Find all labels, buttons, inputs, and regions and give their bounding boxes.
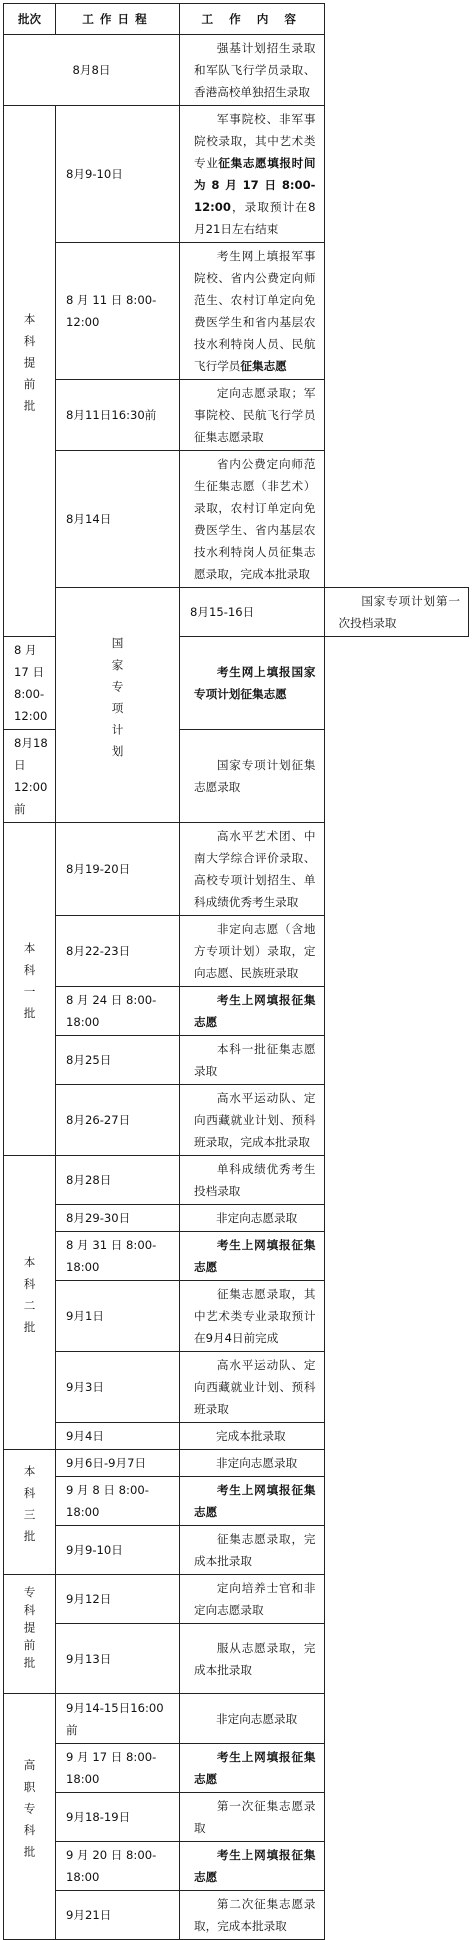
content-cell bbox=[180, 1891, 325, 1940]
content-cell bbox=[324, 588, 469, 637]
batch-cell bbox=[4, 1575, 56, 1694]
batch-cell bbox=[4, 1694, 56, 1940]
content-cell bbox=[180, 730, 325, 823]
table-row bbox=[4, 1744, 469, 1793]
date-cell: 8 月 24 日 8:00-18:00 bbox=[56, 987, 180, 1036]
content-cell bbox=[180, 1526, 325, 1575]
table-row bbox=[4, 588, 469, 637]
batch-label: 国家专项计划 bbox=[110, 636, 125, 767]
table-row bbox=[4, 1891, 469, 1940]
content-text: 本科一批征集志愿录取 bbox=[194, 1042, 316, 1078]
content-text: 第一次征集志愿录取 bbox=[194, 1799, 316, 1835]
content-text: 考生上网填报征集志愿 bbox=[194, 1750, 316, 1786]
table-row bbox=[4, 1205, 469, 1232]
table-row bbox=[4, 451, 469, 588]
content-cell bbox=[180, 1352, 325, 1423]
content-text: 高水平运动队、定向西藏就业计划、预科班录取，完成本批录取 bbox=[194, 1091, 316, 1149]
content-text: 强基计划招生录取和军队飞行学员录取、香港高校单独招生录取 bbox=[194, 41, 316, 99]
content-text: 考生网上填报军事院校、省内公费定向师范生、农村订单定向免费医学生和省内基层农技水利特岗人员、民航飞行学员 bbox=[194, 249, 316, 373]
date-cell: 8 月 11 日 8:00-12:00 bbox=[56, 243, 180, 380]
batch-label: 专科提前批 bbox=[22, 1586, 37, 1675]
content-cell bbox=[180, 823, 325, 916]
date-cell: 9月4日 bbox=[56, 1423, 180, 1450]
content-cell bbox=[180, 987, 325, 1036]
table-header-row bbox=[4, 4, 469, 35]
table-row bbox=[4, 1450, 469, 1477]
table-row bbox=[4, 1477, 469, 1526]
content-cell bbox=[180, 637, 325, 730]
date-cell: 8月14日 bbox=[56, 451, 180, 588]
batch-label: 本科三批 bbox=[22, 1465, 37, 1552]
table-row bbox=[4, 916, 469, 987]
table-row bbox=[4, 1624, 469, 1694]
date-cell: 8月22-23日 bbox=[56, 916, 180, 987]
content-bold-text: 征集志愿填报时间为8月17日8:00-12:00 bbox=[194, 156, 316, 214]
content-text: 第二次征集志愿录取，完成本批录取 bbox=[194, 1897, 316, 1933]
table-row bbox=[4, 1036, 469, 1085]
date-cell: 9月14-15日16:00前 bbox=[56, 1694, 180, 1744]
date-cell: 8月26-27日 bbox=[56, 1085, 180, 1156]
table-row bbox=[4, 1694, 469, 1744]
content-text: 高水平运动队、定向西藏就业计划、预科班录取 bbox=[194, 1358, 316, 1416]
content-text: 考生上网填报征集志愿 bbox=[194, 1238, 316, 1274]
content-cell bbox=[180, 1477, 325, 1526]
table-row bbox=[4, 35, 469, 106]
date-cell: 8 月 31 日 8:00-18:00 bbox=[56, 1232, 180, 1281]
table-row bbox=[4, 1232, 469, 1281]
content-cell bbox=[180, 1423, 325, 1450]
batch-cell bbox=[4, 106, 56, 637]
table-row bbox=[4, 1156, 469, 1205]
date-cell: 8月15-16日 bbox=[180, 588, 325, 637]
content-text: 非定向志愿（含地方专项计划）录取，定向志愿、民族班录取 bbox=[194, 922, 316, 980]
table-row bbox=[4, 106, 469, 243]
content-cell bbox=[180, 1624, 325, 1694]
content-cell bbox=[180, 1793, 325, 1842]
admission-schedule-table bbox=[3, 3, 469, 1940]
date-cell: 8月25日 bbox=[56, 1036, 180, 1085]
table-row bbox=[4, 1793, 469, 1842]
date-cell: 8月11日16:30前 bbox=[56, 380, 180, 451]
header-schedule: 工作日程 bbox=[56, 4, 180, 35]
content-text: 考生网上填报国家专项计划征集志愿 bbox=[194, 665, 316, 701]
date-cell: 9月9-10日 bbox=[56, 1526, 180, 1575]
content-cell bbox=[180, 1232, 325, 1281]
content-text: 服从志愿录取，完成本批录取 bbox=[194, 1640, 316, 1677]
content-cell bbox=[180, 1085, 325, 1156]
content-text: 征集志愿录取，完成本批录取 bbox=[194, 1532, 316, 1568]
date-cell: 9月1日 bbox=[56, 1281, 180, 1352]
content-cell bbox=[180, 380, 325, 451]
content-cell bbox=[180, 1575, 325, 1624]
batch-cell bbox=[4, 1156, 56, 1450]
content-cell bbox=[180, 243, 325, 380]
content-cell bbox=[180, 1450, 325, 1477]
content-text: 国家专项计划征集志愿录取 bbox=[194, 758, 316, 794]
content-text: 非定向志愿录取 bbox=[216, 1211, 298, 1225]
content-text: 完成本批录取 bbox=[216, 1429, 286, 1443]
content-text: 高水平艺术团、中南大学综合评价录取、高校专项计划招生、单科成绩优秀考生录取 bbox=[194, 829, 316, 909]
date-cell: 9 月 20 日 8:00-18:00 bbox=[56, 1842, 180, 1891]
content-text: 考生上网填报征集志愿 bbox=[194, 1483, 316, 1519]
date-cell: 8月19-20日 bbox=[56, 823, 180, 916]
batch-label: 高职专科批 bbox=[22, 1758, 37, 1867]
table-row bbox=[4, 1281, 469, 1352]
date-cell: 9月6日-9月7日 bbox=[56, 1450, 180, 1477]
content-text: 省内公费定向师范生征集志愿（非艺术）录取，农村订单定向免费医学生、省内基层农技水利特岗人员征集志愿录取，完成本批录取 bbox=[194, 457, 316, 581]
table-row bbox=[4, 1575, 469, 1624]
table-row bbox=[4, 1526, 469, 1575]
content-cell bbox=[180, 1156, 325, 1205]
date-cell: 9 月 17 日 8:00-18:00 bbox=[56, 1744, 180, 1793]
content-text: 征集志愿录取，其中艺术类专业录取预计在9月4日前完成 bbox=[194, 1287, 316, 1345]
date-cell: 9月21日 bbox=[56, 1891, 180, 1940]
table-row bbox=[4, 1085, 469, 1156]
content-cell bbox=[180, 916, 325, 987]
content-text: 考生上网填报征集志愿 bbox=[194, 993, 316, 1029]
table-row bbox=[4, 243, 469, 380]
content-cell bbox=[180, 1694, 325, 1744]
content-text: 定向志愿录取；军事院校、民航飞行学员征集志愿录取 bbox=[194, 386, 316, 444]
date-cell: 8月18日 12:00前 bbox=[4, 730, 56, 823]
date-cell: 8月28日 bbox=[56, 1156, 180, 1205]
content-cell bbox=[180, 1842, 325, 1891]
content-text: 非定向志愿录取 bbox=[216, 1456, 298, 1470]
date-cell: 9月3日 bbox=[56, 1352, 180, 1423]
batch-label: 本科一批 bbox=[22, 942, 37, 1029]
table-row bbox=[4, 1423, 469, 1450]
table-row bbox=[4, 380, 469, 451]
content-cell bbox=[180, 1744, 325, 1793]
content-text: 非定向志愿录取 bbox=[216, 1711, 298, 1726]
table-row bbox=[4, 823, 469, 916]
content-cell bbox=[180, 1036, 325, 1085]
table-row bbox=[4, 987, 469, 1036]
date-cell: 8月9-10日 bbox=[56, 106, 180, 243]
header-content: 工 作 内 容 bbox=[180, 4, 325, 35]
content-text: 国家专项计划第一次投档录取 bbox=[338, 594, 460, 630]
date-cell: 9月18-19日 bbox=[56, 1793, 180, 1842]
header-batch: 批次 bbox=[4, 4, 56, 35]
date-cell: 9 月 8 日 8:00-18:00 bbox=[56, 1477, 180, 1526]
content-text: 定向培养士官和非定向志愿录取 bbox=[194, 1581, 316, 1617]
content-cell bbox=[180, 451, 325, 588]
content-text: 考生上网填报征集志愿 bbox=[194, 1848, 316, 1884]
content-bold-text: 征集志愿 bbox=[240, 359, 287, 373]
table-row bbox=[4, 1352, 469, 1423]
content-cell bbox=[180, 35, 325, 106]
date-cell: 8 月 17 日 8:00-12:00 bbox=[4, 637, 56, 730]
date-cell: 9月13日 bbox=[56, 1624, 180, 1694]
content-cell bbox=[180, 1205, 325, 1232]
content-text: ，录取预计在8月21日左右结束 bbox=[194, 200, 316, 236]
batch-label: 本科提前批 bbox=[22, 313, 37, 422]
content-text: 单科成绩优秀考生投档录取 bbox=[194, 1162, 316, 1198]
content-cell bbox=[180, 106, 325, 243]
date-cell: 9月12日 bbox=[56, 1575, 180, 1624]
content-text: 军事院校、非军事院校录取，其中艺术类专业 bbox=[194, 112, 316, 170]
table-row bbox=[4, 1842, 469, 1891]
batch-cell bbox=[4, 1450, 56, 1575]
date-cell: 8月29-30日 bbox=[56, 1205, 180, 1232]
batch-label: 本科二批 bbox=[22, 1255, 37, 1343]
date-cell: 8月8日 bbox=[4, 35, 180, 106]
batch-cell bbox=[4, 823, 56, 1156]
batch-cell bbox=[56, 588, 180, 823]
content-cell bbox=[180, 1281, 325, 1352]
